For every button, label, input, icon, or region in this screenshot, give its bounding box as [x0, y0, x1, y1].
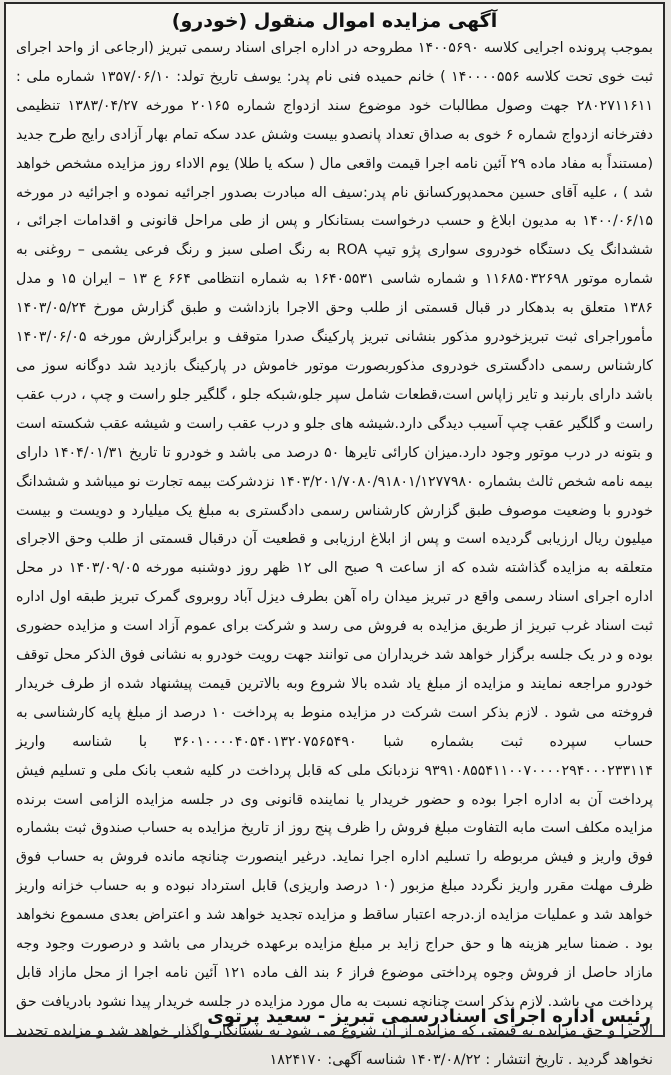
notice-title: آگهی مزایده اموال منقول (خودرو)	[171, 10, 498, 32]
notice-sheet	[4, 2, 665, 1068]
notice-body: بموجب پرونده اجرایی کلاسه ۱۴۰۰۵۶۹۰ مطروحه در اداره اجرای اسناد رسمی تبریز (ارجاعی از واحد اجرای ثبت خوی تحت کلاسه ۱۴۰۰۰۰۵۵۶ ) خانم حمیده فنی نام پدر: یوسف تاریخ تولد: ۱۳۵۷/۰۶/۱۰ شماره ملی : ۲۸۰۲۷۱۱۶۱۱ جهت وصول مطالبات خود موضوع سند ازدواج شماره ۲۰۱۶۵ مورخه ۱۳۸۳/۰۴/۲۷ تنظیمی دفترخانه ازدواج شماره ۶ خوی به صداق تعداد پانصدو بیست وشش عدد سکه تمام بهار آزادی رایج طرح جدید (مستنداً به مفاد ماده ۲۹ آئین نامه اجرا قیمت واقعی مال ( سکه یا طلا) یوم الاداء روز مزایده مشخص خواهد شد ) ، علیه آقای حسین محمدپورکسانق نام پدر:سیف اله مبادرت بصدور اجرائیه نموده و اجرائیه در مورخه ۱۴۰۰/۰۶/۱۵ به مدیون ابلاغ و حسب درخواست بستانکار و پس از طی مراحل قانونی و اقدامات اجرائی ، ششدانگ یک دستگاه خودروی سواری پژو تیپ ROA به رنگ اصلی سبز و رنگ فرعی یشمی – روغنی به شماره موتور ۱۱۶۸۵۰۳۲۶۹۸ و شماره شاسی ۱۶۴۰۵۵۳۱ به شماره انتظامی ۶۶۴ ع ۱۳ – ایران ۱۵ و مدل ۱۳۸۶ متعلق به بدهکار در قبال قسمتی از طلب وحق الاجرا بازداشت و طبق گزارش مورخ ۱۴۰۳/۰۵/۲۴ مأموراجرای ثبت تبریزخودرو مذکور بنشانی تبریز پارکینگ صدرا متوقف و برابرگزارش مورخه ۱۴۰۳/۰۶/۰۵ کارشناس رسمی دادگستری خودروی مذکوربصورت موتور خاموش در پارکینگ بازدید شد دوگانه سوز می باشد دارای بارنبد و تایر زاپاس است،قطعات شامل سپر جلو،شبکه جلو ، گلگیر جلو راست و چپ ، درب عقب راست و گلگیر عقب چپ آسیب دیدگی دارد.شیشه های جلو و درب عقب راست و شیشه عقب شکسته است و بتونه در درب موتور وجود دارد.میزان کارائی تایرها ۵۰ درصد می باشد و خودرو تا تاریخ ۱۴۰۴/۰۱/۳۱ دارای بیمه نامه شخص ثالث بشماره ۱۴۰۳/۲۰۱/۷۰۸۰/۹۱۸۰۱/۱۲۷۷۹۸۰ نزدشرکت بیمه تجارت نو میباشد و ششدانگ خودرو با وضعیت موصوف طبق گزارش کارشناس رسمی دادگستری به مبلغ یک میلیارد و دویست و بیست میلیون ریال ارزیابی گردیده است و پس از ابلاغ ارزیابی و قطعیت آن درقبال قسمتی از طلب وحق الاجرای متعلقه به مزایده گذاشته شده که از ساعت ۹ صبح الی ۱۲ ظهر روز دوشنبه مورخه ۱۴۰۳/۰۹/۰۵ در محل اداره اجرای اسناد رسمی واقع در تبریز میدان راه آهن بطرف دیزل آباد روبروی گمرک تبریز طبقه اول اداره ثبت اسناد غرب تبریز از طریق مزایده به فروش می رسد و شرکت برای عموم آزاد است و مزایده حضوری بوده و در یک جلسه برگزار خواهد شد خریداران می توانند جهت رویت خودرو به نشانی فوق الذکر محل توقف خودرو مراجعه نمایند و مزایده از مبلغ یاد شده بالا شروع وبه بالاترین قیمت پیشنهاد شده از طرف خریدار فروخته می شود . لازم بذکر است شرکت در مزایده منوط به پرداخت ۱۰ درصد از مبلغ پایه کارشناسی به حساب سپرده ثبت بشماره شبا ۳۶۰۱۰۰۰۰۴۰۵۴۰۱۳۲۰۷۵۶۵۴۹۰ با شناسه واریز ۹۳۹۱۰۸۵۵۴۱۱۰۰۷۰۰۰۰۲۹۴۰۰۰۲۳۳۱۱۴ نزدبانک ملی که قابل پرداخت در کلیه شعب بانک ملی و تسلیم فیش پرداخت آن به اداره اجرا بوده و حضور خریدار یا نماینده قانونی وی در جلسه مزایده الزامی است برنده مزایده مکلف است مابه التفاوت مبلغ فروش را ظرف پنج روز از تاریخ مزایده به حساب صندوق ثبت بشماره فوق واریز و فیش مربوطه را تسلیم اداره اجرا نماید. درغیر اینصورت چنانچه مانده فروش به حساب فوق ظرف مهلت مقرر واریز نگردد مبلغ مزبور (۱۰ درصد واریزی) قابل استرداد نبوده و به حساب خزانه واریز خواهد شد و عملیات مزایده از.درجه اعتبار ساقط و مزایده تجدید خواهد شد و اعتراض بعدی مسموع نخواهد بود . ضمنا سایر هزینه ها و حق حراج زاید بر مبلغ مزایده برعهده خریدار می باشد و درصورت وجود وجه مازاد حاصل از فروش وجوه پرداختی موضوع فراز ۶ بند الف ماده ۱۲۱ آئین نامه اجرا از محل مازاد قابل پرداخت می باشد. لازم بذکر است چنانچه نسبت به مال مورد مزایده در جلسه خریدار پیدا نشود بادریافت حق الاجرا و حق مزایده به قیمتی که مزایده از آن شروع می شود به بستانکار واگذار خواهد شد و مزایده تجدید نخواهد گردید . تاریخ انتشار : ۱۴۰۳/۰۸/۲۲ شناسه آگهی: ۱۸۲۴۱۷۰	[16, 40, 654, 1068]
notice-signature: رئیس اداره اجرای اسنادرسمی تبریز - سعید پرتوی	[207, 1006, 651, 1027]
